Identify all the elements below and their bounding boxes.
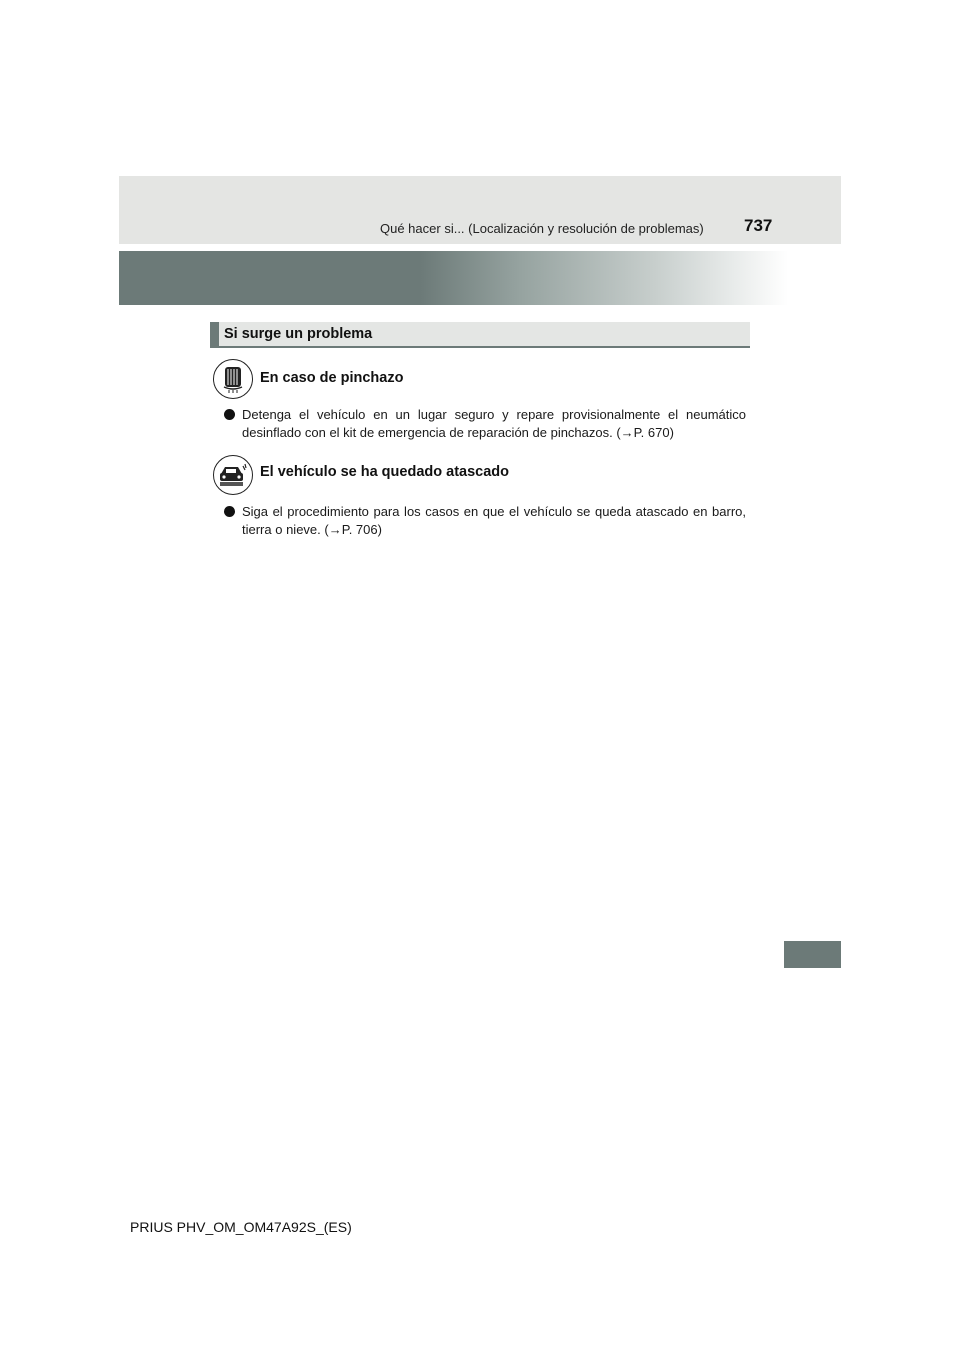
title-gradient-bar — [119, 251, 788, 305]
chapter-side-tab — [784, 941, 841, 968]
stuck-vehicle-icon — [213, 455, 253, 495]
stuck-vehicle-title: El vehículo se ha quedado atascado — [260, 464, 509, 480]
section-header — [210, 322, 750, 348]
bullet-dot — [224, 409, 235, 420]
section-accent — [210, 322, 219, 346]
bullet-dot — [224, 506, 235, 517]
list-item — [224, 503, 746, 539]
list-item-text: Detenga el vehículo en un lugar seguro y repare provisionalmente el neumático desinflado con el kit de emergencia de reparación de pinchazos. (→P. 670) — [242, 407, 746, 440]
list-item — [224, 406, 746, 442]
document-code: PRIUS PHV_OM_OM47A92S_(ES) — [130, 1219, 352, 1235]
flat-tire-title: En caso de pinchazo — [260, 370, 404, 386]
chapter-title: Qué hacer si... (Localización y resolución de problemas) — [380, 221, 704, 236]
section-title: Si surge un problema — [224, 326, 373, 342]
list-item-text: Siga el procedimiento para los casos en que el vehículo se queda atascado en barro, tierra o nieve. (→P. 706) — [242, 504, 746, 537]
page-number: 737 — [744, 216, 773, 235]
flat-tire-icon — [213, 359, 253, 399]
